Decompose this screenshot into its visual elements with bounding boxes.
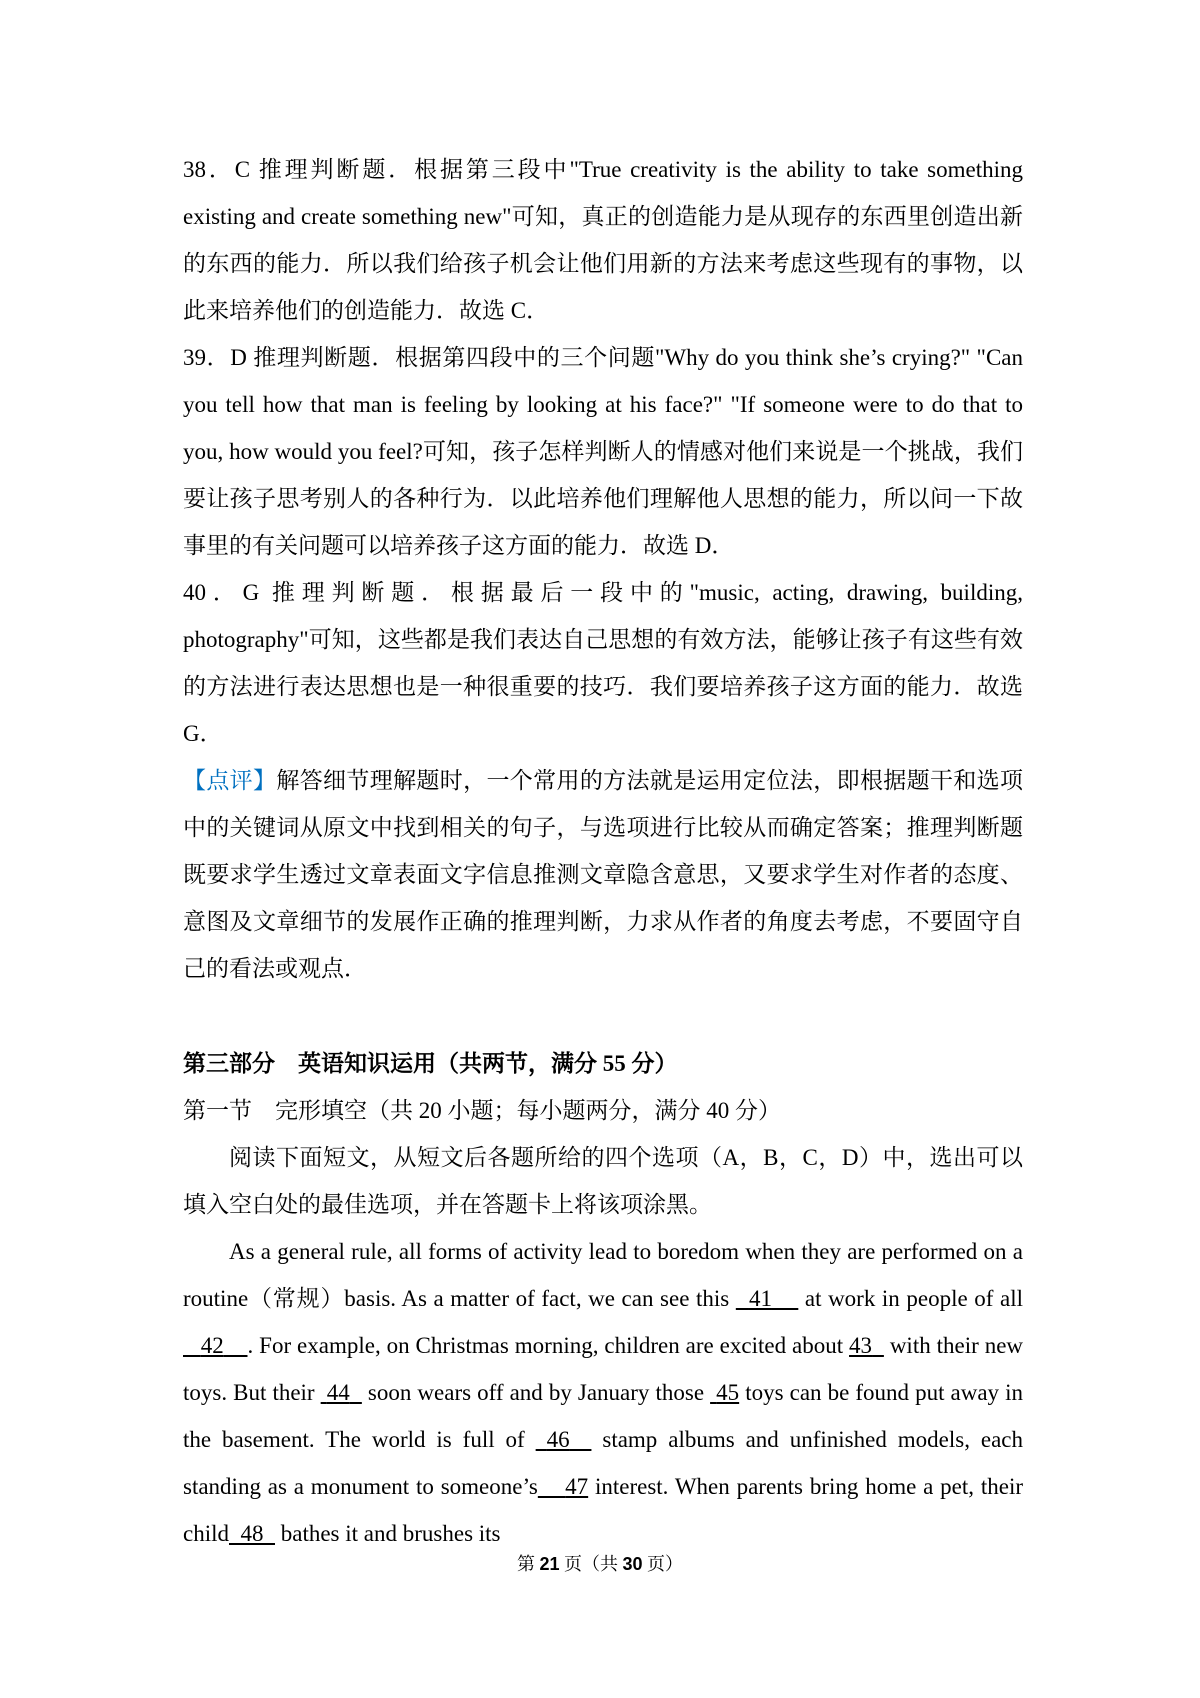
answer-40 — [183, 569, 1023, 757]
blank-number: 43 — [849, 1333, 873, 1358]
answer-label: 40．G — [183, 580, 260, 605]
section-heading: 第三部分 英语知识运用（共两节，满分 55 分） — [183, 1051, 678, 1076]
answer-text: 推理判断题．根据最后一段中的"music, acting, drawing, building, photography"可知，这些都是我们表达自己思想的有效方法，能够让孩子有这些有效的方法进行表达思想也是一种很重要的技巧．我们要培养孩子这方面的能力．故选 G． — [183, 580, 1023, 746]
answer-text: 推理判断题．根据第四段中的三个问题"Why do you think she’s crying?" "Can you tell how that man is feeling by looking at his face?" "If someone were to do that to you, how would you feel?可知，孩子怎样判断人的情感对他们来说是一个挑战，我们要让孩子思考别人的各种行为．以此培养他们理解他人思想的能力，所以问一下故事里的有关问题可以培养孩子这方面的能力．故选 D． — [183, 345, 1023, 558]
section-instructions: 阅读下面短文，从短文后各题所给的四个选项（A，B，C，D）中，选出可以填入空白处的最佳选项，并在答题卡上将该项涂黑。 — [183, 1145, 1023, 1217]
passage-text: toys can be found put away in the basement. The world is full of — [183, 1380, 1024, 1452]
blank-42 — [183, 1333, 248, 1358]
answer-label: 39．D — [183, 345, 247, 370]
answer-label: 38．C — [183, 157, 251, 182]
comment-tag: 【点评】 — [183, 768, 277, 793]
blank-number: 47 — [565, 1474, 589, 1499]
passage-text: stamp albums and unfinished models, each standing as a monument to someone’s — [183, 1427, 1023, 1499]
blank-44 — [321, 1380, 362, 1405]
blank-47 — [538, 1474, 588, 1499]
blank-48 — [229, 1521, 275, 1546]
cloze-passage — [183, 1228, 1023, 1557]
blank-41 — [736, 1286, 799, 1311]
footer-total-pages: 30 — [622, 1554, 643, 1574]
blank-number: 45 — [716, 1380, 740, 1405]
comment-text: 解答细节理解题时，一个常用的方法就是运用定位法，即根据题干和选项中的关键词从原文中找到相关的句子，与选项进行比较从而确定答案；推理判断题既要求学生透过文章表面文字信息推测文章隐含意思，又要求学生对作者的态度、意图及文章细节的发展作正确的推理判断，力求从作者的角度去考虑，不要固守自己的看法或观点． — [183, 768, 1024, 981]
passage-text: at work in people of all — [798, 1286, 1024, 1311]
answer-39 — [183, 334, 1023, 569]
footer-page-number: 21 — [539, 1554, 560, 1574]
passage-text: . For example, on Christmas morning, children are excited about — [247, 1333, 850, 1358]
blank-number: 48 — [240, 1521, 264, 1546]
blank-46 — [536, 1427, 592, 1452]
blank-43 — [849, 1333, 884, 1358]
footer-mid: 页（共 — [559, 1554, 623, 1574]
footer-post: 页） — [642, 1554, 684, 1574]
passage-text: with their new toys. But their — [183, 1333, 1024, 1405]
section-subheading: 第一节 完形填空（共 20 小题；每小题两分，满分 40 分） — [183, 1098, 781, 1123]
footer-pre: 第 — [516, 1554, 540, 1574]
comment-paragraph — [183, 757, 1023, 992]
answer-38 — [183, 146, 1023, 334]
page-footer — [0, 1552, 1200, 1576]
blank-45 — [710, 1380, 739, 1405]
blank-number: 42 — [200, 1333, 224, 1358]
passage-text: bathes it and brushes its — [275, 1521, 501, 1546]
blank-number: 41 — [748, 1286, 772, 1311]
blank-number: 46 — [546, 1427, 570, 1452]
passage-text: interest. When parents bring home a pet, their child — [183, 1474, 1024, 1546]
passage-text: As a general rule, all forms of activity lead to boredom when they are performed on a routine（常规）basis. As a matter of fact, we can see this — [183, 1239, 1023, 1311]
answer-text: 推理判断题．根据第三段中"True creativity is the ability to take something existing and create something new"可知，真正的创造能力是从现存的东西里创造出新的东西的能力．所以我们给孩子机会让他们用新的方法来考虑这些现有的事物，以此来培养他们的创造能力．故选 C． — [183, 157, 1024, 323]
blank-number: 44 — [326, 1380, 350, 1405]
passage-text: soon wears off and by January those — [361, 1380, 711, 1405]
page-content — [183, 146, 1023, 1557]
